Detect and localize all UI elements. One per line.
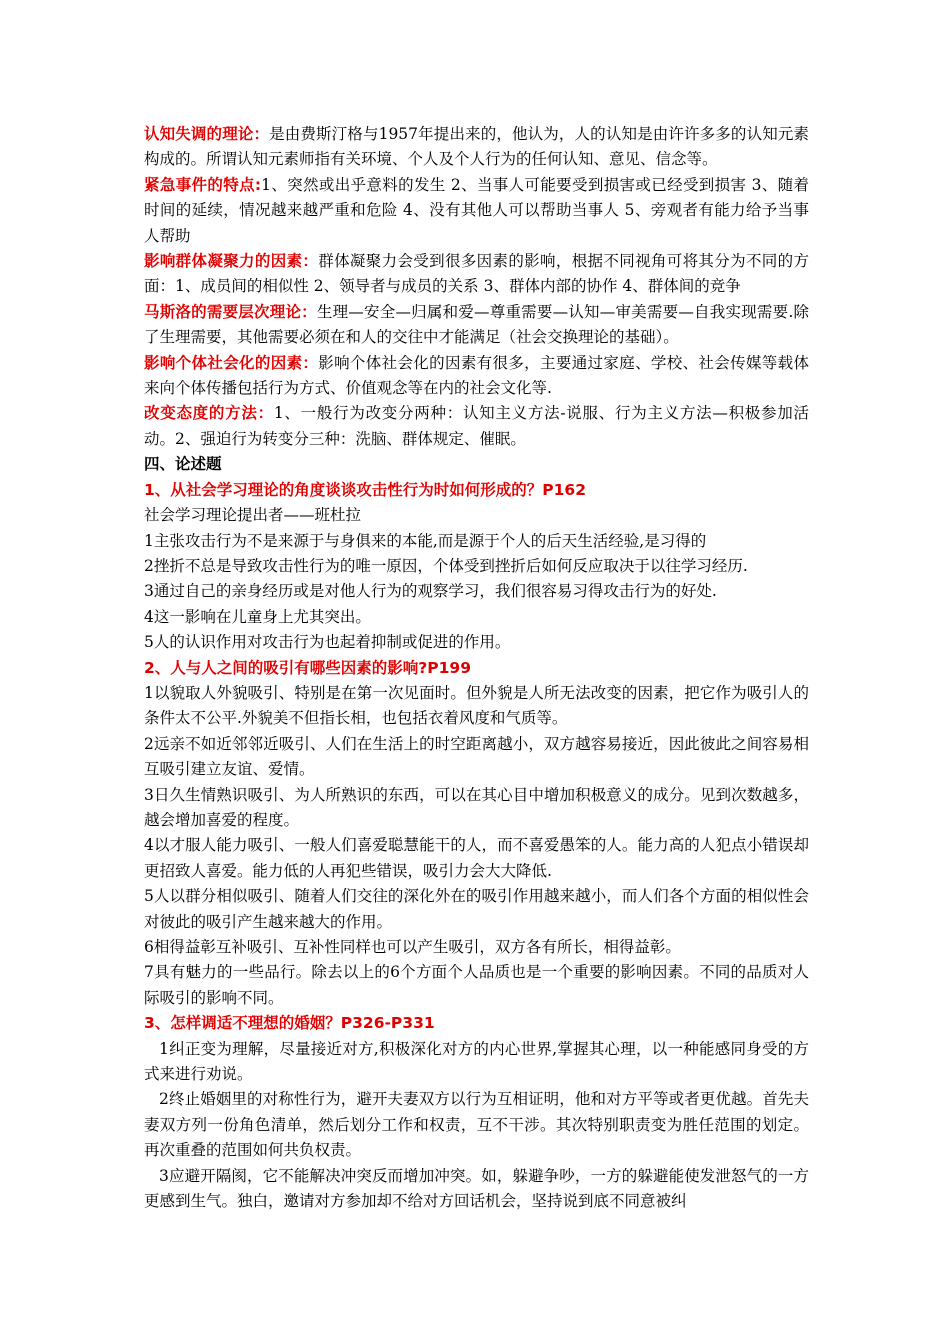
- definition-text: 影响个体社会化的因素有很多，主要通过家庭、学校、社会传媒等载体来向个体传播包括行为方式、价值观念等在内的社会文化等.: [144, 353, 809, 398]
- answer-line: 1纠正变为理解，尽量接近对方,积极深化对方的内心世界,掌握其心理，以一种能感同身受的方式来进行劝说。: [144, 1039, 809, 1084]
- answer-line: 社会学习理论提出者——班杜拉: [144, 506, 362, 525]
- answer-line: 5人以群分相似吸引、随着人们交往的深化外在的吸引作用越来越小，而人们各个方面的相似性会对彼此的吸引产生越来越大的作用。: [144, 887, 809, 931]
- definition-term: 影响群体凝聚力的因素：: [144, 252, 319, 271]
- section-heading: 四、论述题: [144, 455, 222, 474]
- answer-line: 2远亲不如近邻邻近吸引、人们在生活上的时空距离越小，双方越容易接近，因此彼此之间容易相互吸引建立友谊、爱情。: [144, 734, 809, 779]
- answer-line: 7具有魅力的一些品行。除去以上的6个方面个人品质也是一个重要的影响因素。不同的品质对人际吸引的影响不同。: [144, 963, 809, 1007]
- answer-line: 6相得益彰互补吸引、互补性同样也可以产生吸引，双方各有所长，相得益彰。: [144, 938, 681, 956]
- definition-paragraph: [144, 300, 809, 351]
- definition-paragraph: [144, 249, 809, 300]
- definition-text: 群体凝聚力会受到很多因素的影响，根据不同视角可将其分为不同的方面：1、成员间的相似性 2、领导者与成员的关系 3、群体内部的协作 4、群体间的竞争: [144, 252, 809, 296]
- definition-text: 1、一般行为改变分两种：认知主义方法-说服、行为主义方法—积极参加活动。2、强迫行为转变分三种：洗脑、群体规定、催眠。: [144, 404, 809, 448]
- definition-text: 生理—安全—归属和爱—尊重需要—认知—审美需要—自我实现需要.除了生理需要，其他需要必须在和人的交往中才能满足（社会交换理论的基础）。: [144, 302, 809, 347]
- definition-paragraph: [144, 351, 809, 402]
- definition-paragraph: [144, 122, 809, 173]
- answer-line: 5人的认识作用对攻击行为也起着抑制或促进的作用。: [144, 633, 511, 652]
- definition-text: 是由费斯汀格与1957年提出来的，他认为，人的认知是由许许多多的认知元素构成的。所谓认知元素师指有关环境、个人及个人行为的任何认知、意见、信念等。: [144, 125, 809, 169]
- answer-line: 2终止婚姻里的对称性行为，避开夫妻双方以行为互相证明，他和对方平等或者更优越。首先夫妻双方列一份角色清单，然后划分工作和权责，互不干涉。其次特别职责变为胜任范围的划定。再次重叠的范围如何共负权责。: [144, 1090, 809, 1160]
- answer-line: 4这一影响在儿童身上尤其突出。: [144, 607, 371, 626]
- answer-line: 2挫折不总是导致攻击性行为的唯一原因，个体受到挫折后如何反应取决于以往学习经历.: [144, 556, 748, 575]
- answer-line: 3日久生情熟识吸引、为人所熟识的东西，可以在其心目中增加积极意义的成分。见到次数越多，越会增加喜爱的程度。: [144, 785, 809, 829]
- answer-line: 4以才服人能力吸引、一般人们喜爱聪慧能干的人，而不喜爱愚笨的人。能力高的人犯点小错误却更招致人喜爱。能力低的人再犯些错误，吸引力会大大降低.: [144, 836, 809, 880]
- question-title: 1、从社会学习理论的角度谈谈攻击性行为时如何形成的？P162: [144, 480, 587, 499]
- definition-term: 马斯洛的需要层次理论：: [144, 302, 317, 321]
- question-title: 2、人与人之间的吸引有哪些因素的影响?P199: [144, 658, 471, 677]
- answer-line: 3通过自己的亲身经历或是对他人行为的观察学习，我们很容易习得攻击行为的好处.: [144, 582, 717, 601]
- definition-term: 改变态度的方法：: [144, 404, 274, 423]
- definition-text: 1、突然或出乎意料的发生 2、当事人可能要受到损害或已经受到损害 3、随着时间的延续，情况越来越严重和危险 4、没有其他人可以帮助当事人 5、旁观者有能力给予当事人帮助: [144, 175, 809, 245]
- document-page: [144, 122, 809, 1214]
- definition-term: 认知失调的理论：: [144, 125, 270, 143]
- answer-line: 3应避开隔阂，它不能解决冲突反而增加冲突。如，躲避争吵，一方的躲避能使发泄怒气的一方更感到生气。独白，邀请对方参加却不给对方回话机会，坚持说到底不同意被纠: [144, 1166, 809, 1211]
- answer-line: 1主张攻击行为不是来源于与身俱来的本能,而是源于个人的后天生活经验,是习得的: [144, 531, 707, 550]
- definition-term: 影响个体社会化的因素：: [144, 353, 319, 372]
- question-title: 3、怎样调适不理想的婚姻？P326-P331: [144, 1014, 435, 1033]
- definition-paragraph: [144, 173, 809, 249]
- definition-paragraph: [144, 401, 809, 452]
- definition-term: 紧急事件的特点:: [144, 175, 262, 194]
- answer-line: 1以貌取人外貌吸引、特别是在第一次见面时。但外貌是人所无法改变的因素，把它作为吸引人的条件太不公平.外貌美不但指长相，也包括衣着风度和气质等。: [144, 683, 809, 728]
